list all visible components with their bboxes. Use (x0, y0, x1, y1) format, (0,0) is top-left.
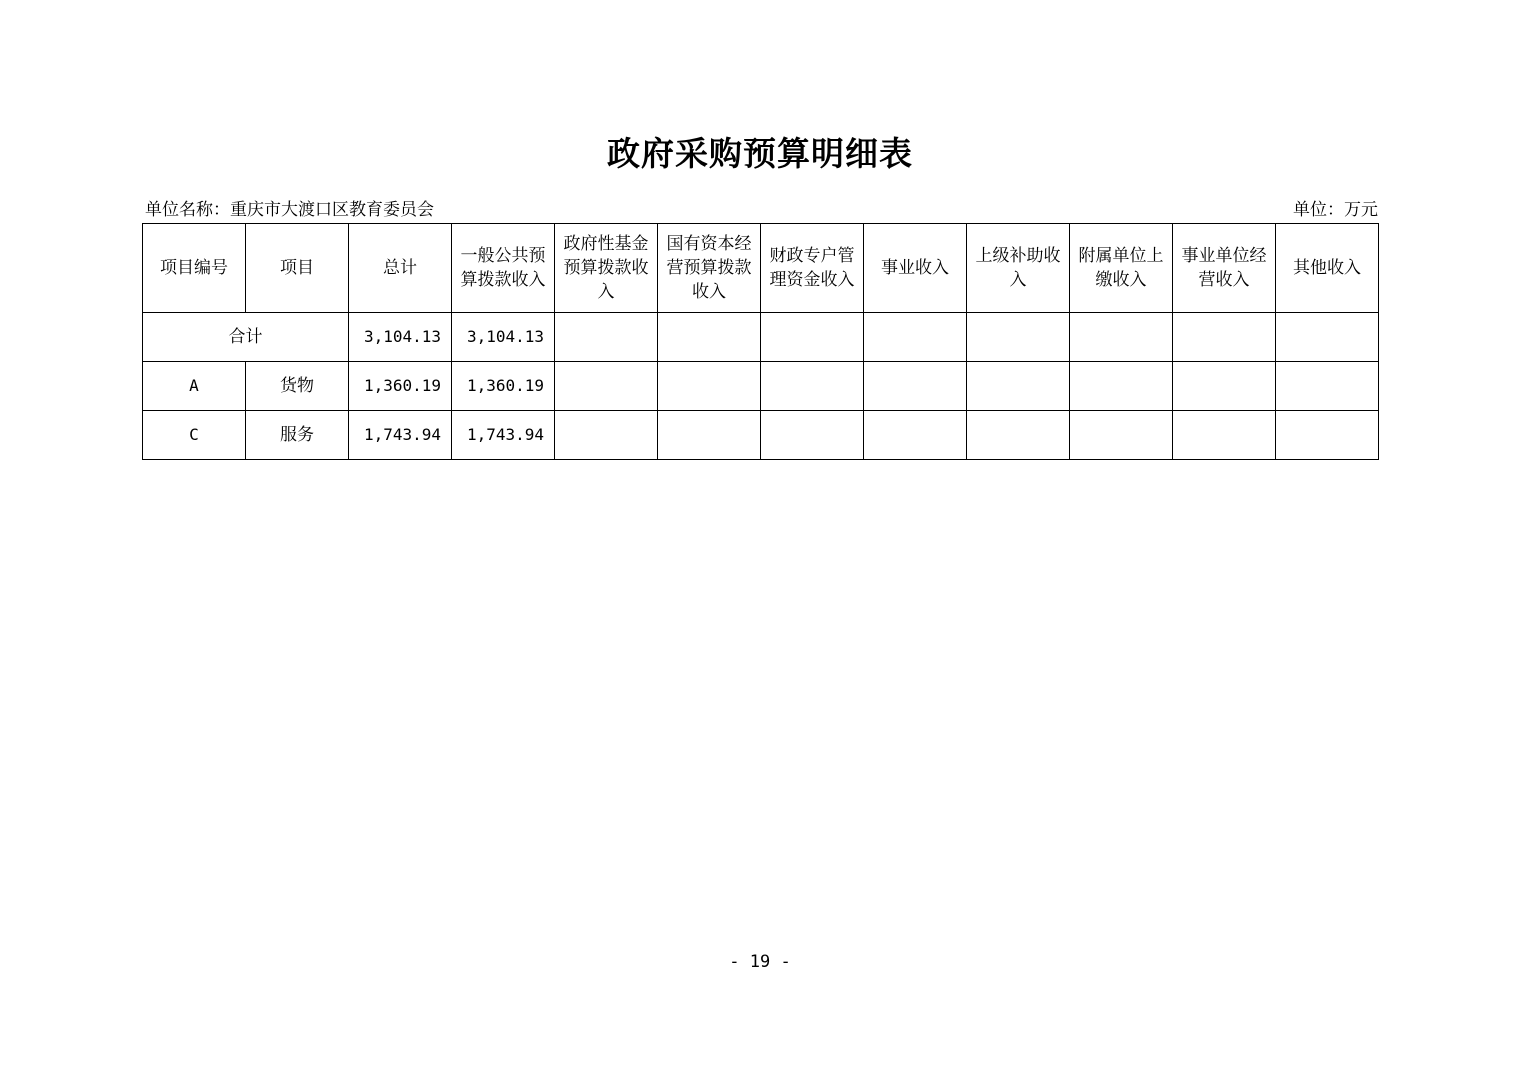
header-cell-other-income: 其他收入 (1276, 224, 1379, 313)
empty-cell (864, 411, 967, 460)
row-item: 服务 (246, 411, 349, 460)
empty-cell (967, 313, 1070, 362)
table-row (143, 362, 1379, 411)
table-row (143, 411, 1379, 460)
empty-cell (1173, 313, 1276, 362)
empty-cell (658, 411, 761, 460)
empty-cell (1070, 411, 1173, 460)
empty-cell (864, 313, 967, 362)
procurement-budget-table (142, 223, 1379, 460)
empty-cell (1276, 313, 1379, 362)
empty-cell (967, 362, 1070, 411)
empty-cell (1276, 362, 1379, 411)
header-cell-superior-subsidy: 上级补助收入 (967, 224, 1070, 313)
empty-cell (761, 362, 864, 411)
empty-cell (1276, 411, 1379, 460)
header-cell-special-account: 财政专户管理资金收入 (761, 224, 864, 313)
header-cell-general-budget: 一般公共预算拨款收入 (452, 224, 555, 313)
empty-cell (658, 313, 761, 362)
table-meta (143, 198, 1378, 222)
total-cell-general-budget: 3,104.13 (452, 313, 555, 362)
empty-cell (1173, 411, 1276, 460)
row-total: 1,743.94 (349, 411, 452, 460)
unit-name: 单位名称：重庆市大渡口区教育委员会 (145, 200, 434, 220)
empty-cell (555, 362, 658, 411)
total-label: 合计 (143, 313, 349, 362)
empty-cell (761, 313, 864, 362)
row-item: 货物 (246, 362, 349, 411)
empty-cell (761, 411, 864, 460)
row-total: 1,360.19 (349, 362, 452, 411)
page-title: 政府采购预算明细表 (607, 134, 913, 173)
page-number: - 19 - (729, 952, 791, 972)
total-row (143, 313, 1379, 362)
row-code: A (143, 362, 246, 411)
empty-cell (1070, 313, 1173, 362)
empty-cell (658, 362, 761, 411)
header-cell-total: 总计 (349, 224, 452, 313)
header-cell-operating-income: 事业单位经营收入 (1173, 224, 1276, 313)
header-cell-business-income: 事业收入 (864, 224, 967, 313)
header-row (143, 224, 1379, 313)
row-general-budget: 1,360.19 (452, 362, 555, 411)
empty-cell (555, 411, 658, 460)
empty-cell (555, 313, 658, 362)
header-cell-state-capital: 国有资本经营预算拨款收入 (658, 224, 761, 313)
header-cell-affiliated-payment: 附属单位上缴收入 (1070, 224, 1173, 313)
empty-cell (1070, 362, 1173, 411)
header-cell-item: 项目 (246, 224, 349, 313)
header-cell-gov-fund: 政府性基金预算拨款收入 (555, 224, 658, 313)
empty-cell (864, 362, 967, 411)
empty-cell (1173, 362, 1276, 411)
row-general-budget: 1,743.94 (452, 411, 555, 460)
header-cell-code: 项目编号 (143, 224, 246, 313)
empty-cell (967, 411, 1070, 460)
total-cell-total: 3,104.13 (349, 313, 452, 362)
row-code: C (143, 411, 246, 460)
currency-unit: 单位：万元 (1293, 200, 1378, 220)
